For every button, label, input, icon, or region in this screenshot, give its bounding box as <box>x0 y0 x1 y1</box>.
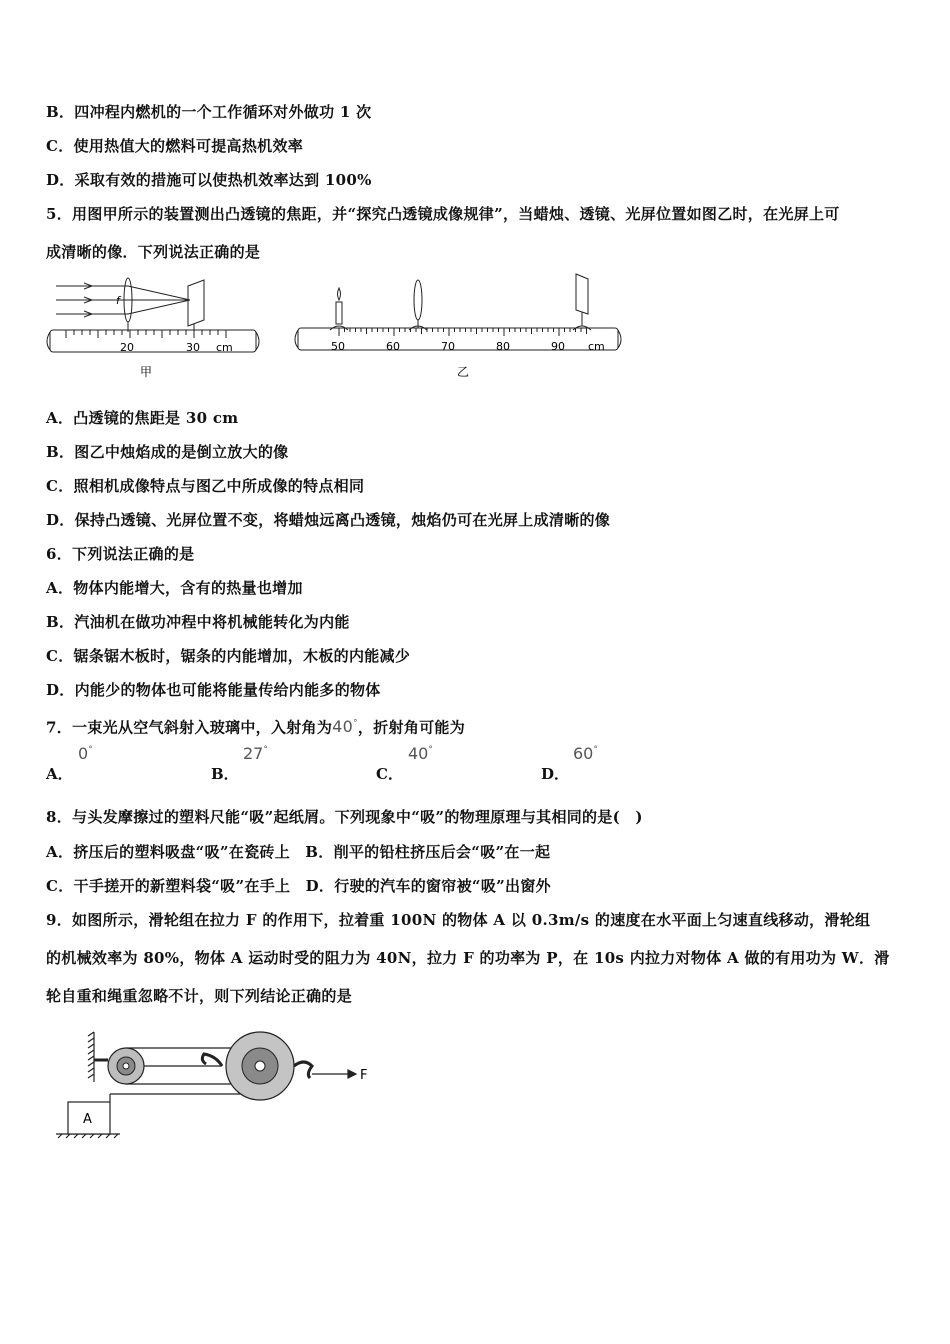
figure-jia-tick-30: 30 <box>186 341 200 354</box>
q4-option-c: C．使用热值大的燃料可提高热机效率 <box>46 137 304 155</box>
figure-jia-unit-cm: cm <box>216 341 233 354</box>
force-arrow <box>312 1070 356 1078</box>
figure-pulley-system <box>46 1024 386 1144</box>
q8-stem: 8．与头发摩擦过的塑料尺能“吸”起纸屑。下列现象中“吸”的物理原理与其相同的是( ) <box>46 808 643 826</box>
q6-option-a: A．物体内能增大，含有的热量也增加 <box>46 579 303 597</box>
figure-yi-tick-70: 70 <box>441 340 455 353</box>
q7-option-d-number: 60 <box>573 744 594 763</box>
q7-option-d-degree: ° <box>593 745 598 755</box>
q9-stem-line2: 的机械效率为 80%，物体 A 运动时受的阻力为 40N，拉力 F 的功率为 P，在 10s 内拉力对物体 A 做的有用功为 W．滑 <box>46 949 890 967</box>
q6-option-b: B．汽油机在做功冲程中将机械能转化为内能 <box>46 613 350 631</box>
figure-yi-tick-50: 50 <box>331 340 345 353</box>
q8-options-cd: C．干手搓开的新塑料袋“吸”在手上 D．行驶的汽车的窗帘被“吸”出窗外 <box>46 877 551 895</box>
focal-length-f-label: f <box>116 294 120 307</box>
q7-option-a-label: A． <box>46 765 73 783</box>
q5-option-c: C．照相机成像特点与图乙中所成像的特点相同 <box>46 477 365 495</box>
force-f-label: F <box>360 1068 368 1083</box>
q7-option-b-label: B． <box>211 765 239 783</box>
figure-jia-caption: 甲 <box>140 365 153 379</box>
q6-stem: 6．下列说法正确的是 <box>46 545 195 563</box>
figure-yi-tick-60: 60 <box>386 340 400 353</box>
figure-yi-tick-marks <box>339 328 587 336</box>
figure-yi-unit-cm: cm <box>588 340 605 353</box>
q7-incident-angle-value: 40 <box>332 717 354 737</box>
q7-option-c-value <box>408 744 433 763</box>
q7-option-d-value <box>573 744 598 763</box>
q9-stem-line3: 轮自重和绳重忽略不计，则下列结论正确的是 <box>46 987 353 1005</box>
q5-option-a: A．凸透镜的焦距是 30 cm <box>46 409 239 427</box>
q5-option-d: D．保持凸透镜、光屏位置不变，将蜡烛远离凸透镜，烛焰仍可在光屏上成清晰的像 <box>46 511 611 529</box>
q7-option-c-degree: ° <box>428 745 433 755</box>
figure-jia-lens-focus <box>44 272 264 382</box>
q5-stem-line2: 成清晰的像．下列说法正确的是 <box>46 243 261 261</box>
q7-stem <box>46 714 465 737</box>
q7-option-a-degree: ° <box>88 745 93 755</box>
q4-option-b: B．四冲程内燃机的一个工作循环对外做功 1 次 <box>46 103 372 121</box>
q7-incident-angle-degree: ° <box>353 719 358 729</box>
q7-stem-prefix: 7．一束光从空气斜射入玻璃中，入射角为 <box>46 718 333 737</box>
q7-incident-angle <box>332 717 358 736</box>
figure-jia-tick-20: 20 <box>120 341 134 354</box>
q4-option-d: D．采取有效的措施可以使热机效率达到 100% <box>46 171 372 189</box>
q7-option-a-number: 0 <box>78 744 89 763</box>
q7-option-b-number: 27 <box>243 744 264 763</box>
q7-options <box>46 744 746 784</box>
q8-options-ab: A．挤压后的塑料吸盘“吸”在瓷砖上 B．削平的铅柱挤压后会“吸”在一起 <box>46 843 551 861</box>
q6-option-c: C．锯条锯木板时，锯条的内能增加，木板的内能减少 <box>46 647 411 665</box>
figure-yi-optical-bench <box>290 270 630 382</box>
q9-stem-line1: 9．如图所示，滑轮组在拉力 F 的作用下，拉着重 100N 的物体 A 以 0.3m/s 的速度在水平面上匀速直线移动，滑轮组 <box>46 911 871 929</box>
q7-option-a-value <box>78 744 93 763</box>
q7-option-b-value <box>243 744 268 763</box>
q7-option-b-degree: ° <box>263 745 268 755</box>
figure-yi-caption: 乙 <box>457 365 470 379</box>
q5-option-b: B．图乙中烛焰成的是倒立放大的像 <box>46 443 289 461</box>
q7-option-d-label: D． <box>541 765 570 783</box>
block-a-label: A <box>83 1112 92 1127</box>
q7-stem-suffix: ，折射角可能为 <box>357 718 466 737</box>
figure-jia-tick-marks <box>66 330 226 338</box>
q6-option-d: D．内能少的物体也可能将能量传给内能多的物体 <box>46 681 381 699</box>
figure-yi-tick-90: 90 <box>551 340 565 353</box>
figure-yi-tick-80: 80 <box>496 340 510 353</box>
fixed-pulley <box>94 1048 144 1084</box>
q7-option-c-number: 40 <box>408 744 429 763</box>
q7-option-c-label: C． <box>376 765 403 783</box>
q5-stem-line1: 5．用图甲所示的装置测出凸透镜的焦距，并“探究凸透镜成像规律”，当蜡烛、透镜、光屏位置如图乙时，在光屏上可 <box>46 205 840 223</box>
